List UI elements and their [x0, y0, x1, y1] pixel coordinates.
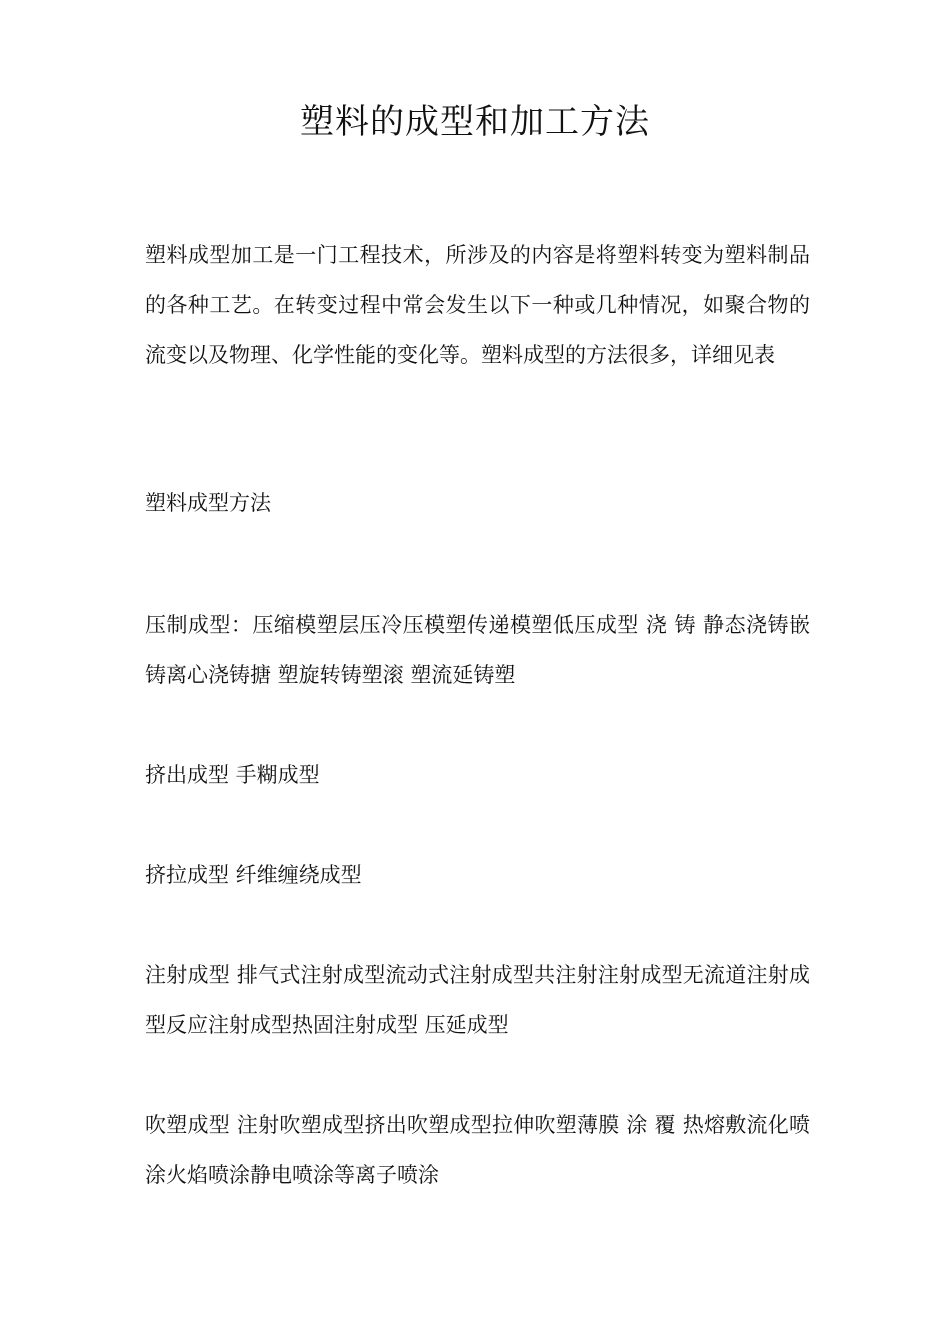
intro-paragraph: 塑料成型加工是一门工程技术，所涉及的内容是将塑料转变为塑料制品的各种工艺。在转变过程中常会发生以下一种或几种情况，如聚合物的流变以及物理、化学性能的变化等。塑料成型的方法很多，详细见表: [145, 243, 810, 367]
method-line-pultrusion: 挤拉成型 纤维缠绕成型: [145, 863, 362, 887]
method-line-compression: 压制成型：压缩模塑层压冷压模塑传递模塑低压成型 浇 铸 静态浇铸嵌 铸离心浇铸搪 塑旋转铸塑滚 塑流延铸塑: [145, 613, 810, 687]
method-line-blow-molding: 吹塑成型 注射吹塑成型挤出吹塑成型拉伸吹塑薄膜 涂 覆 热熔敷流化喷涂火焰喷涂静电喷涂等离子喷涂: [145, 1113, 810, 1187]
section-heading: 塑料成型方法: [145, 491, 271, 515]
method-line-extrusion: 挤出成型 手糊成型: [145, 763, 320, 787]
document-title: 塑料的成型和加工方法: [300, 102, 650, 142]
method-line-injection: 注射成型 排气式注射成型流动式注射成型共注射注射成型无流道注射成型反应注射成型热固注射成型 压延成型: [145, 963, 810, 1037]
